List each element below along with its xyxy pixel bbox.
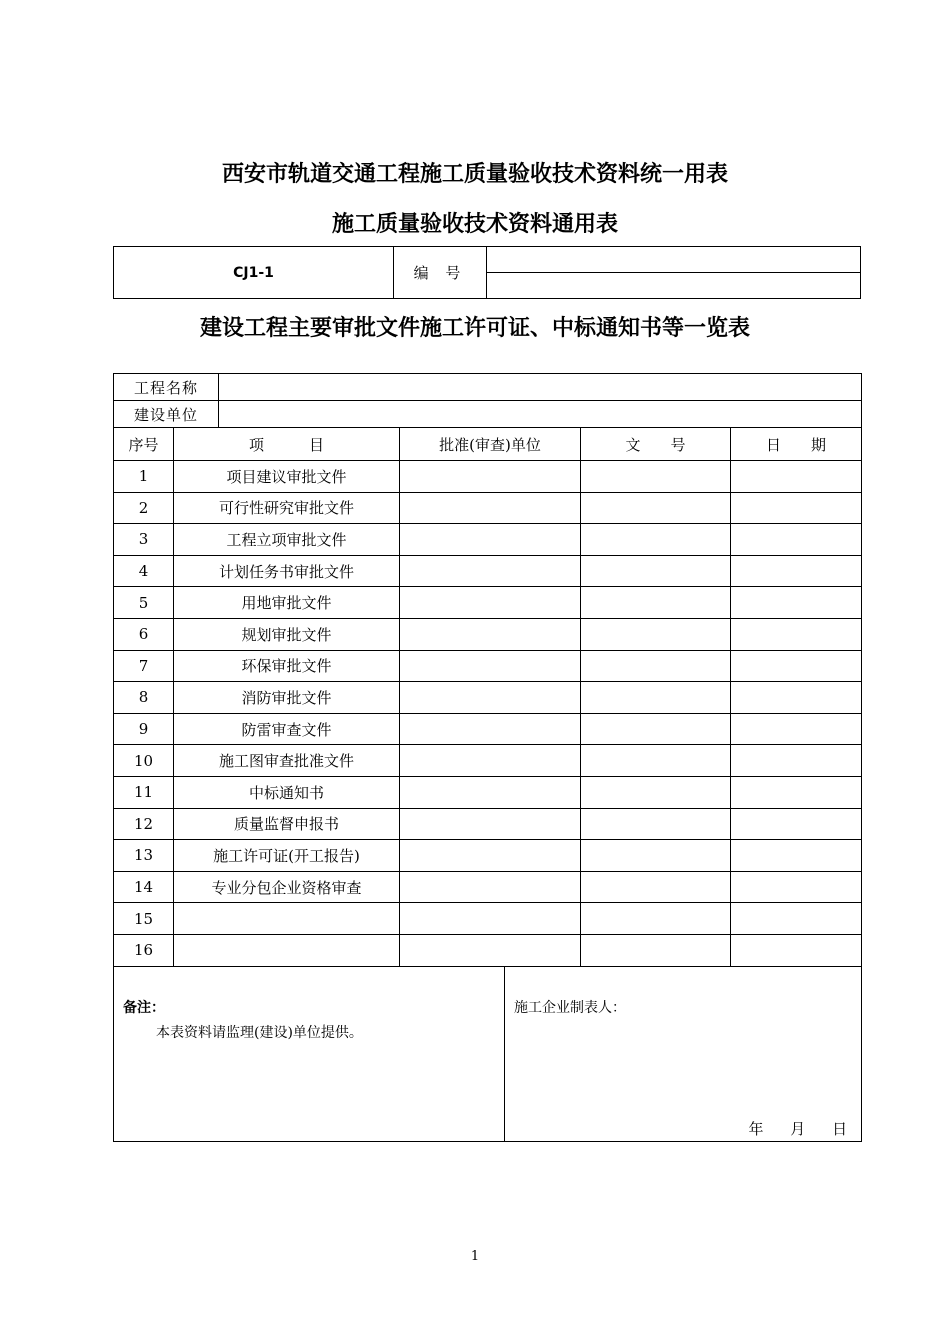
row-item: 施工图审查批准文件: [174, 745, 400, 777]
number-label: 编 号: [394, 247, 487, 299]
row-doc-number[interactable]: [581, 461, 731, 493]
table-row: [114, 903, 862, 935]
row-item: 施工许可证(开工报告): [174, 840, 400, 872]
form-code-table: [113, 246, 861, 299]
row-number: 11: [114, 776, 174, 808]
row-item: 防雷审查文件: [174, 713, 400, 745]
row-number: 13: [114, 840, 174, 872]
row-date[interactable]: [731, 808, 862, 840]
row-date[interactable]: [731, 587, 862, 619]
row-approval-unit[interactable]: [400, 776, 581, 808]
builder-field[interactable]: [219, 401, 862, 428]
row-doc-number[interactable]: [581, 808, 731, 840]
header-approval-unit: 批准(审查)单位: [400, 428, 581, 461]
row-approval-unit[interactable]: [400, 555, 581, 587]
table-row: [114, 934, 862, 966]
table-row: [114, 713, 862, 745]
row-doc-number[interactable]: [581, 555, 731, 587]
number-field-2[interactable]: [487, 273, 861, 299]
row-item: 环保审批文件: [174, 650, 400, 682]
row-date[interactable]: [731, 871, 862, 903]
table-row: [114, 840, 862, 872]
row-doc-number[interactable]: [581, 776, 731, 808]
row-approval-unit[interactable]: [400, 871, 581, 903]
row-approval-unit[interactable]: [400, 840, 581, 872]
row-approval-unit[interactable]: [400, 713, 581, 745]
row-number: 15: [114, 903, 174, 935]
table-row: [114, 461, 862, 493]
table-row: [114, 587, 862, 619]
row-doc-number[interactable]: [581, 934, 731, 966]
notes-cell: [114, 966, 505, 1141]
row-approval-unit[interactable]: [400, 808, 581, 840]
header-no: 序号: [114, 428, 174, 461]
table-row: [114, 524, 862, 556]
row-date[interactable]: [731, 682, 862, 714]
maker-label: 施工企业制表人：: [514, 999, 627, 1016]
row-number: 5: [114, 587, 174, 619]
row-doc-number[interactable]: [581, 650, 731, 682]
form-series-title: 西安市轨道交通工程施工质量验收技术资料统一用表: [221, 162, 728, 187]
row-number: 10: [114, 745, 174, 777]
row-doc-number[interactable]: [581, 871, 731, 903]
row-approval-unit[interactable]: [400, 903, 581, 935]
row-date[interactable]: [731, 555, 862, 587]
row-item: 工程立项审批文件: [174, 524, 400, 556]
row-doc-number[interactable]: [581, 840, 731, 872]
approval-documents-table: [113, 373, 862, 1142]
row-date[interactable]: [731, 524, 862, 556]
table-row: [114, 808, 862, 840]
project-name-field[interactable]: [219, 374, 862, 401]
row-date[interactable]: [731, 776, 862, 808]
row-item: [174, 903, 400, 935]
row-doc-number[interactable]: [581, 713, 731, 745]
document-title: 建设工程主要审批文件施工许可证、中标通知书等一览表: [199, 316, 750, 341]
table-row: [114, 555, 862, 587]
row-item: 规划审批文件: [174, 618, 400, 650]
row-number: 12: [114, 808, 174, 840]
row-approval-unit[interactable]: [400, 524, 581, 556]
row-date[interactable]: [731, 650, 862, 682]
number-field-1[interactable]: [487, 247, 861, 273]
row-date[interactable]: [731, 745, 862, 777]
maker-cell[interactable]: [505, 966, 862, 1141]
row-number: 9: [114, 713, 174, 745]
table-row: [114, 682, 862, 714]
table-row: [114, 776, 862, 808]
header-item: 项 目: [174, 428, 400, 461]
notes-title: 备注：: [123, 999, 165, 1016]
row-number: 3: [114, 524, 174, 556]
row-item: 中标通知书: [174, 776, 400, 808]
row-item: 专业分包企业资格审查: [174, 871, 400, 903]
row-date[interactable]: [731, 840, 862, 872]
row-date[interactable]: [731, 934, 862, 966]
row-number: 14: [114, 871, 174, 903]
row-number: 4: [114, 555, 174, 587]
row-doc-number[interactable]: [581, 492, 731, 524]
row-doc-number[interactable]: [581, 618, 731, 650]
row-approval-unit[interactable]: [400, 618, 581, 650]
table-row: [114, 618, 862, 650]
row-item: [174, 934, 400, 966]
row-approval-unit[interactable]: [400, 682, 581, 714]
row-number: 8: [114, 682, 174, 714]
form-category-title: 施工质量验收技术资料通用表: [331, 212, 618, 237]
row-date[interactable]: [731, 713, 862, 745]
table-row: [114, 492, 862, 524]
row-item: 用地审批文件: [174, 587, 400, 619]
builder-label: 建设单位: [114, 401, 219, 428]
row-item: 消防审批文件: [174, 682, 400, 714]
row-item: 可行性研究审批文件: [174, 492, 400, 524]
row-item: 计划任务书审批文件: [174, 555, 400, 587]
row-doc-number[interactable]: [581, 587, 731, 619]
row-doc-number[interactable]: [581, 903, 731, 935]
row-approval-unit[interactable]: [400, 934, 581, 966]
row-date[interactable]: [731, 903, 862, 935]
row-number: 7: [114, 650, 174, 682]
row-number: 1: [114, 461, 174, 493]
row-doc-number[interactable]: [581, 524, 731, 556]
row-item: 项目建议审批文件: [174, 461, 400, 493]
project-name-label: 工程名称: [114, 374, 219, 401]
table-row: [114, 650, 862, 682]
row-doc-number[interactable]: [581, 682, 731, 714]
table-row: [114, 745, 862, 777]
row-approval-unit[interactable]: [400, 492, 581, 524]
row-number: 6: [114, 618, 174, 650]
header-date: 日 期: [731, 428, 862, 461]
header-doc-number: 文 号: [581, 428, 731, 461]
row-date[interactable]: [731, 618, 862, 650]
row-approval-unit[interactable]: [400, 587, 581, 619]
table-row: [114, 871, 862, 903]
row-doc-number[interactable]: [581, 745, 731, 777]
row-date[interactable]: [731, 492, 862, 524]
row-approval-unit[interactable]: [400, 745, 581, 777]
notes-text: 本表资料请监理(建设)单位提供。: [156, 1024, 363, 1041]
row-approval-unit[interactable]: [400, 650, 581, 682]
row-number: 2: [114, 492, 174, 524]
table-header-row: [114, 428, 862, 461]
page-number: 1: [470, 1249, 480, 1264]
date-label: 年 月 日: [748, 1119, 848, 1138]
row-item: 质量监督申报书: [174, 808, 400, 840]
row-number: 16: [114, 934, 174, 966]
row-approval-unit[interactable]: [400, 461, 581, 493]
row-date[interactable]: [731, 461, 862, 493]
form-code: CJ1-1: [114, 247, 394, 299]
